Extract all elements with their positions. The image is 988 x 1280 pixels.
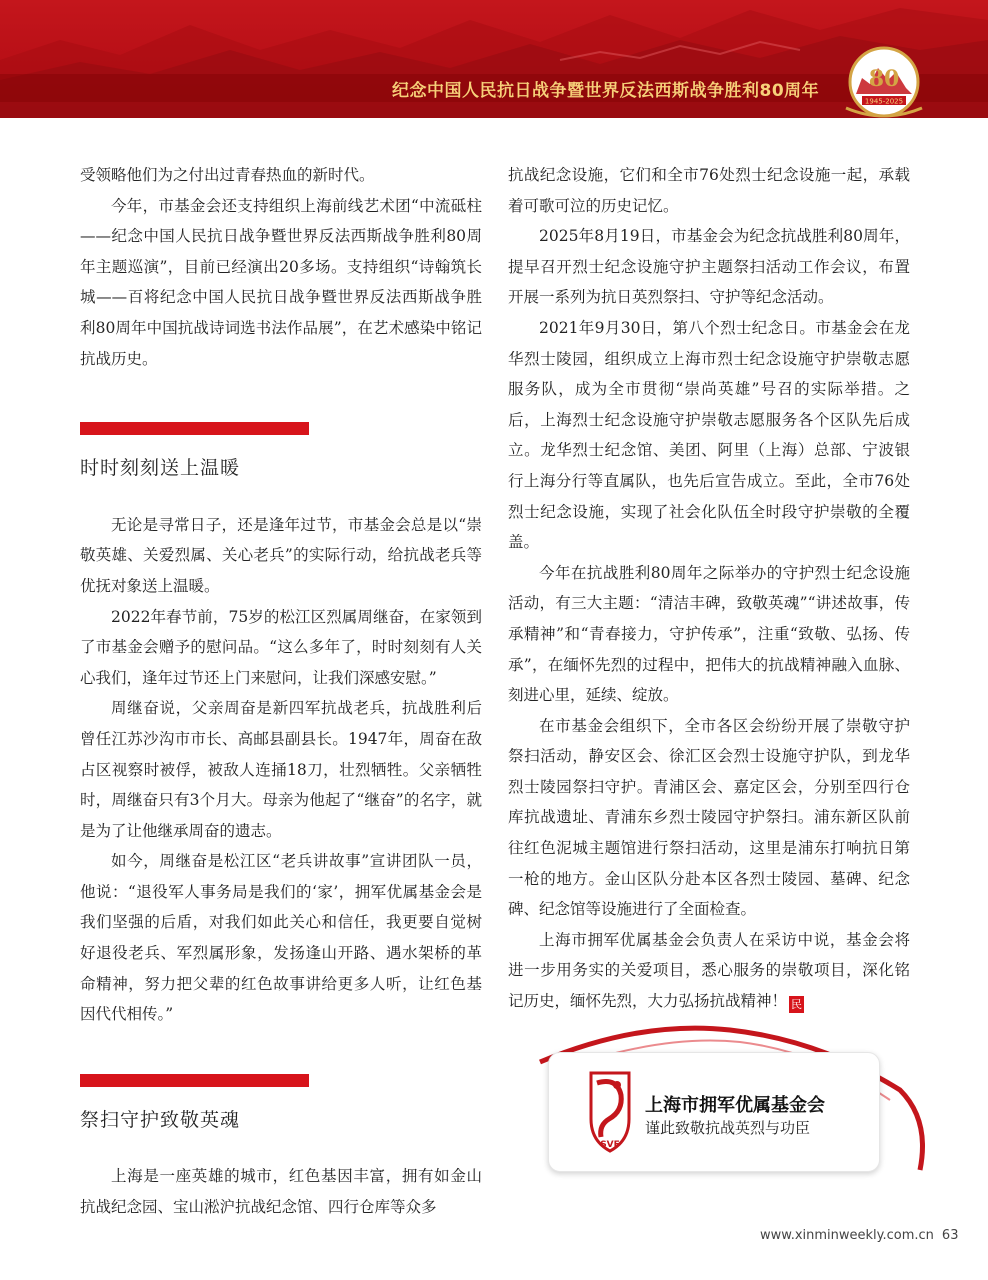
right-column [508, 160, 910, 1017]
paragraph: 2025年8月19日，市基金会为纪念抗战胜利80周年，提早召开烈士纪念设施守护主题祭扫活动工作会议，布置开展一系列为抗日英烈祭扫、守护等纪念活动。 [508, 227, 910, 307]
emblem-years: 1945-2025 [864, 97, 904, 106]
foundation-logo-icon [587, 1067, 633, 1157]
section-title: 祭扫守护致敬英魂 [80, 1108, 241, 1131]
header-banner [0, 0, 988, 118]
paragraph: 2021年9月30日，第八个烈士纪念日。市基金会在龙华烈士陵园，组织成立上海市烈士纪念设施守护崇敬志愿服务队，成为全市贯彻“崇尚英雄”号召的实际举措。之后，上海烈士纪念设施守护崇敬志愿服务各个区队先后成立。龙华烈士纪念馆、美团、阿里（上海）总部、宁波银行上海分行等直属队，也先后宣告成立。至此，全市76处烈士纪念设施，实现了社会化队伍全时段守护崇敬的全覆盖。 [508, 318, 910, 552]
section-bar [80, 1074, 309, 1087]
section-heading [80, 422, 482, 484]
paragraph: 今年，市基金会还支持组织上海前线艺术团“中流砥柱——纪念中国人民抗日战争暨世界反法西斯战争胜利80周年主题巡演”，目前已经演出20多场。支持组织“诗翰筑长城——百将纪念中国人民抗日战争暨世界反法西斯战争胜利80周年中国抗战诗词选书法作品展”，在艺术感染中铭记抗战历史。 [80, 196, 482, 368]
paragraph: 上海是一座英雄的城市，红色基因丰富，拥有如金山抗战纪念园、宝山淞沪抗战纪念馆、四行仓库等众多 [80, 1167, 482, 1217]
paragraph: 今年在抗战胜利80周年之际举办的守护烈士纪念设施活动，有三大主题：“清洁丰碑，致敬英魂”“讲述故事，传承精神”和“青春接力，守护传承”，注重“致敬、弘扬、传承”，在缅怀先烈的过程中，把伟大的抗战精神融入血脉、刻进心里，延续、绽放。 [508, 563, 910, 705]
logo-text: SVF [600, 1140, 620, 1150]
paragraph: 周继奋说，父亲周奋是新四军抗战老兵，抗战胜利后曾任江苏沙沟市市长、高邮县副县长。1947年，周奋在敌占区视察时被俘，被敌人连捅18刀，壮烈牺牲。父亲牺牲时，周继奋只有3个月大。母亲为他起了“继奋”的名字，就是为了让他继承周奋的遗志。 [80, 699, 482, 840]
section-title: 时时刻刻送上温暖 [80, 457, 241, 480]
left-column [80, 160, 482, 1223]
section-heading [80, 1074, 482, 1136]
anniversary-80-emblem-icon [832, 38, 932, 118]
paragraph-text: 上海市拥军优属基金会负责人在采访中说，基金会将进一步用务实的关爱项目，悉心服务的崇敬项目，深化铭记历史，缅怀先烈，大力弘扬抗战精神！ [508, 930, 910, 1011]
paragraph: 2022年春节前，75岁的松江区烈属周继奋，在家领到了市基金会赠予的慰问品。“这么多年了，时时刻刻有人关心我们，逢年过节还上门来慰问，让我们深感安慰。” [80, 607, 482, 687]
emblem-number: 80 [868, 66, 900, 92]
foundation-card [548, 1052, 880, 1172]
paragraph: 受领略他们为之付出过青春热血的新时代。 [80, 166, 375, 184]
paragraph: 在市基金会组织下，全市各区会纷纷开展了崇敬守护祭扫活动，静安区会、徐汇区会烈士设施守护队，到龙华烈士陵园祭扫守护。青浦区会、嘉定区会，分别至四行仓库抗战遗址、青浦东乡烈士陵园守护祭扫。浦东新区队前往红色泥城主题馆进行祭扫活动，这里是浦东打响抗日第一枪的地方。金山区队分赴本区各烈士陵园、墓碑、纪念碑、纪念馆等设施进行了全面检查。 [508, 716, 910, 919]
page-footer [760, 1228, 958, 1243]
paragraph: 如今，周继奋是松江区“老兵讲故事”宣讲团队一员，他说：“退役军人事务局是我们的‘家’，拥军优属基金会是我们坚强的后盾，对我们如此关心和信任，我更要自觉树好退役老兵、军烈属形象，发扬逢山开路、遇水架桥的革命精神，努力把父辈的红色故事讲给更多人听，让红色基因代代相传。” [80, 852, 482, 1024]
paragraph: 无论是寻常日子，还是逢年过节，市基金会总是以“崇敬英雄、关爱烈属、关心老兵”的实际行动，给抗战老兵等优抚对象送上温暖。 [80, 515, 482, 595]
foundation-name: 上海市拥军优属基金会 [645, 1095, 825, 1116]
end-mark-icon: 民 [791, 998, 803, 1012]
section-bar [80, 422, 309, 435]
paragraph: 抗战纪念设施，它们和全市76处烈士纪念设施一起，承载着可歌可泣的历史记忆。 [508, 166, 910, 215]
page-number: 63 [941, 1228, 959, 1243]
foundation-slogan: 谨此致敬抗战英烈与功臣 [645, 1119, 811, 1137]
banner-title: 纪念中国人民抗日战争暨世界反法西斯战争胜利80周年 [392, 81, 820, 101]
website-link[interactable]: www.xinminweekly.com.cn [760, 1228, 934, 1243]
